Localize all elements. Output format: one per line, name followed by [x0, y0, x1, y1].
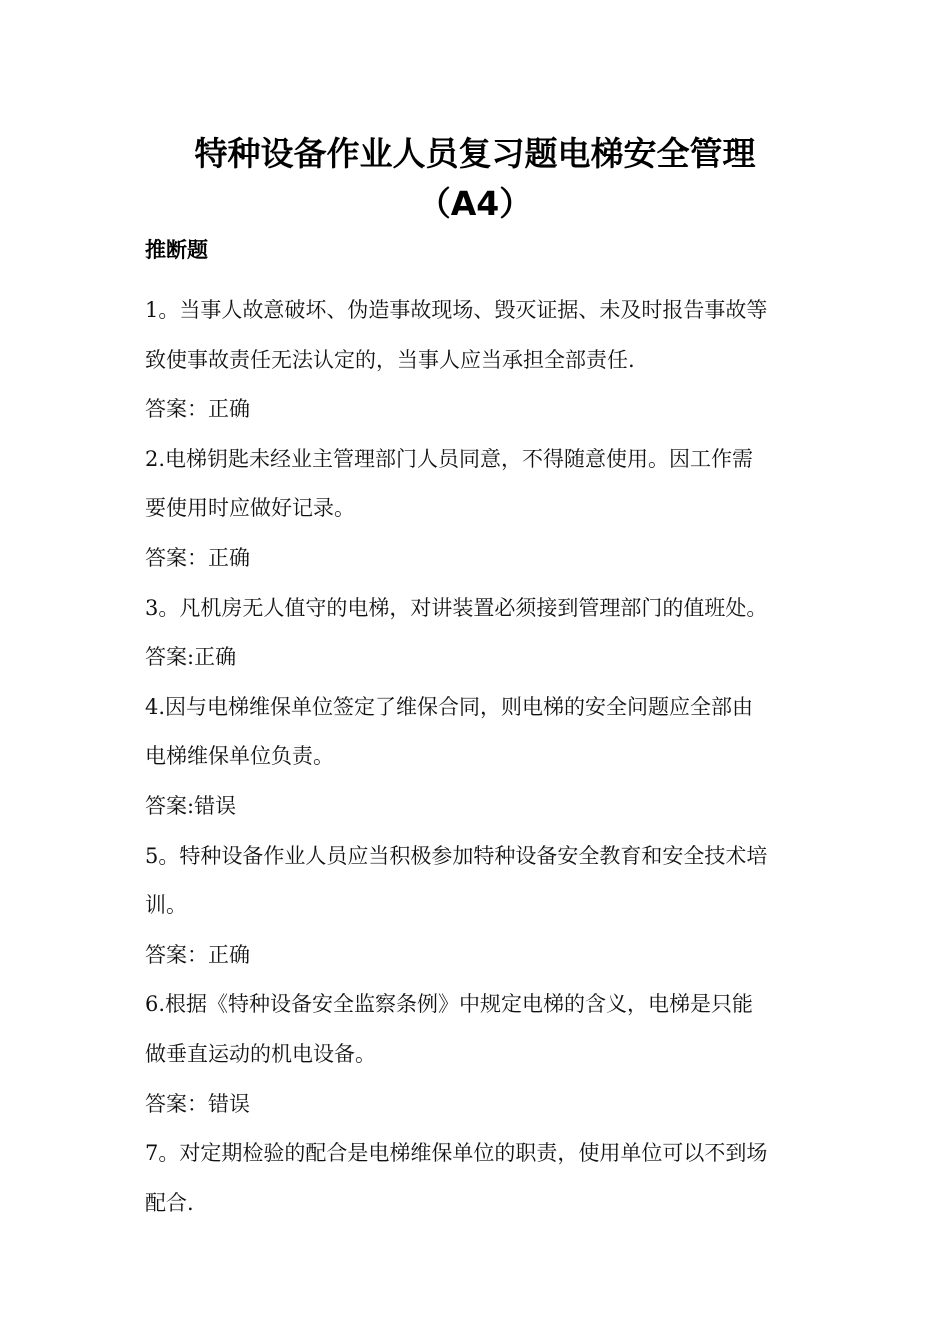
question-line: 4.因与电梯维保单位签定了维保合同，则电梯的安全问题应全部由 [145, 694, 754, 719]
question-item [145, 435, 805, 584]
question-text [145, 1129, 805, 1228]
question-text [145, 980, 805, 1079]
answer-text: 答案：错误 [145, 1091, 250, 1116]
question-line: 5。特种设备作业人员应当积极参加特种设备安全教育和安全技术培 [145, 843, 768, 868]
question-list [145, 286, 805, 1228]
answer-text: 答案:正确 [145, 645, 237, 670]
question-line: 训。 [145, 893, 187, 918]
question-text [145, 584, 805, 634]
question-item [145, 832, 805, 981]
document-title: 特种设备作业人员复习题电梯安全管理 [194, 134, 756, 173]
question-line: 6.根据《特种设备安全监察条例》中规定电梯的含义，电梯是只能 [145, 992, 754, 1017]
answer-text: 答案:错误 [145, 793, 237, 818]
question-text [145, 832, 805, 931]
question-item [145, 286, 805, 435]
question-item [145, 980, 805, 1129]
question-line: 做垂直运动的机电设备。 [145, 1041, 376, 1066]
answer-text: 答案：正确 [145, 942, 250, 967]
question-line: 2.电梯钥匙未经业主管理部门人员同意，不得随意使用。因工作需 [145, 446, 754, 471]
question-item [145, 683, 805, 832]
question-line: 3。凡机房无人值守的电梯，对讲装置必须接到管理部门的值班处。 [145, 595, 768, 620]
question-line: 致使事故责任无法认定的，当事人应当承担全部责任. [145, 347, 635, 372]
section-heading: 推断题 [145, 238, 208, 262]
question-line: 配合. [145, 1190, 194, 1215]
question-text [145, 683, 805, 782]
question-item [145, 1129, 805, 1228]
question-line: 1。当事人故意破坏、伪造事故现场、毁灭证据、未及时报告事故等 [145, 298, 768, 322]
document-title-subtitle: （A4） [417, 184, 533, 223]
question-line: 7。对定期检验的配合是电梯维保单位的职责，使用单位可以不到场 [145, 1141, 768, 1166]
answer-text: 答案：正确 [145, 545, 250, 570]
question-text [145, 286, 805, 385]
question-item [145, 584, 805, 683]
answer-text: 答案：正确 [145, 397, 250, 422]
question-text [145, 435, 805, 534]
question-line: 要使用时应做好记录。 [145, 496, 355, 521]
question-line: 电梯维保单位负责。 [145, 744, 334, 769]
